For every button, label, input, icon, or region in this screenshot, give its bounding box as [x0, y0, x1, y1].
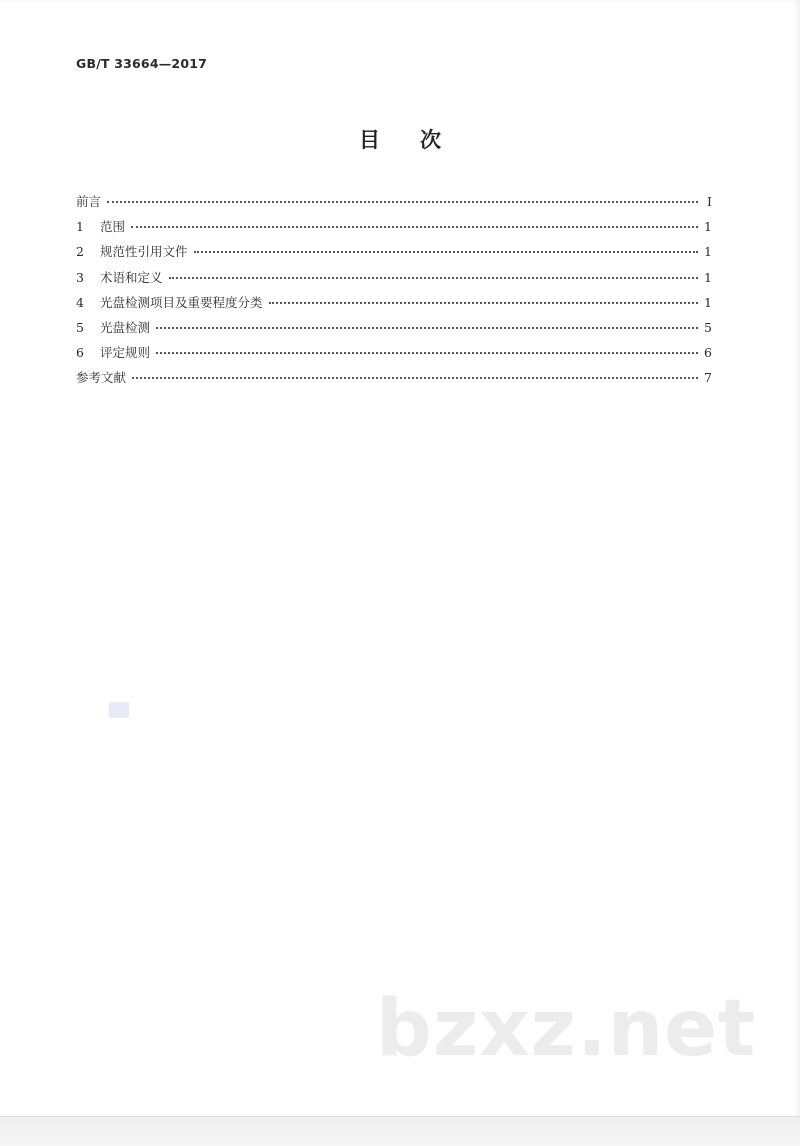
toc-entry-number: 1: [76, 219, 84, 235]
toc-entry-terms-definitions[interactable]: [76, 268, 712, 293]
toc-entry-label: 规范性引用文件: [100, 244, 188, 260]
site-watermark: bzxz.net: [376, 984, 757, 1074]
toc-entry-page: 6: [704, 345, 712, 361]
toc-entry-page: I: [707, 194, 712, 209]
toc-entry-number: 4: [76, 294, 84, 310]
toc-entry-label: 评定规则: [100, 345, 151, 361]
faint-stamp-icon: [109, 702, 129, 718]
toc-entry-normative-references[interactable]: [76, 242, 712, 267]
toc-entry-number: 5: [76, 319, 84, 335]
toc-entry-page: 5: [704, 319, 712, 335]
toc-entry-page: 1: [704, 219, 712, 235]
toc-leader-dots: [156, 327, 698, 329]
toc-entry-evaluation-rules[interactable]: [76, 343, 712, 368]
toc-title: [0, 124, 800, 154]
toc-leader-dots: [269, 302, 698, 304]
toc-entry-label: 术语和定义: [100, 269, 163, 285]
toc-leader-dots: [107, 201, 698, 203]
toc-entry-page: 1: [704, 244, 712, 260]
toc-leader-dots: [131, 226, 698, 228]
toc-title-text: 目次: [359, 128, 481, 152]
toc-leader-dots: [156, 352, 698, 354]
toc-entry-page: 7: [704, 370, 712, 386]
toc-entry-label: 前言: [76, 194, 102, 209]
toc-entry-label: 光盘检测: [100, 319, 151, 335]
toc-entry-scope[interactable]: [76, 217, 712, 242]
viewer-bottom-strip: [0, 1116, 800, 1146]
toc-entry-number: 3: [76, 269, 84, 285]
toc-entry-label: 范围: [100, 219, 126, 235]
toc-entry-page: 1: [704, 294, 712, 310]
toc-entry-foreword[interactable]: [76, 192, 712, 217]
toc-entry-number: 6: [76, 345, 84, 361]
standard-number: GB/T 33664—2017: [76, 56, 208, 71]
toc-leader-dots: [194, 251, 698, 253]
toc-entry-bibliography[interactable]: [76, 368, 712, 393]
toc-entry-label: 参考文献: [76, 370, 127, 386]
table-of-contents: [76, 192, 712, 394]
toc-entry-disc-inspection[interactable]: [76, 318, 712, 343]
toc-leader-dots: [132, 377, 698, 379]
toc-entry-number: 2: [76, 244, 84, 260]
toc-leader-dots: [169, 277, 698, 279]
toc-entry-label: 光盘检测项目及重要程度分类: [100, 294, 263, 310]
toc-entry-inspection-items[interactable]: [76, 293, 712, 318]
toc-entry-page: 1: [704, 269, 712, 285]
